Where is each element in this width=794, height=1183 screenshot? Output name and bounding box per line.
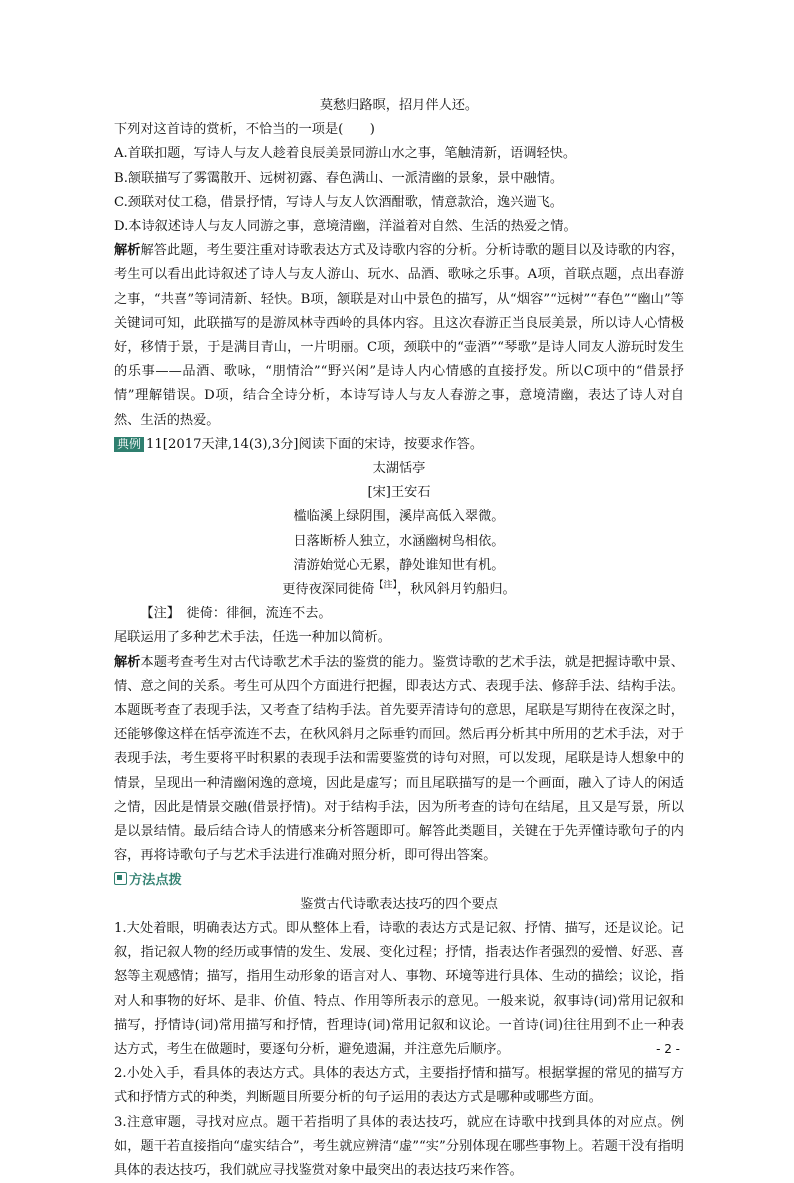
analysis-label: 解析	[114, 243, 141, 259]
method-item-2: 2.小处入手，看具体的表达方式。具体的表达方式，主要指抒情和描写。根据掌握的常见的描写方式和抒情方式的种类，判断题目所要分析的句子运用的表达方式是哪种或哪些方面。	[114, 1066, 684, 1106]
poem-title: 太湖恬亭	[372, 461, 426, 477]
example-intro: 11[2017天津,14(3),3分]阅读下面的宋诗，按要求作答。	[146, 436, 484, 452]
example-tag: 典例	[114, 437, 144, 452]
option-a: A.首联扣题，写诗人与友人趁着良辰美景同游山水之事，笔触清新，语调轻快。	[114, 146, 577, 162]
option-d: D.本诗叙述诗人与友人同游之事，意境清幽，洋溢着对自然、生活的热爱之情。	[114, 219, 577, 235]
poem-line-4b: ，秋风斜月钓船归。	[397, 582, 516, 598]
poem-line-1: 槛临溪上绿阴围，溪岸高低入翠微。	[293, 509, 505, 525]
note-ref: 【注】	[374, 580, 398, 591]
analysis-1	[114, 239, 684, 433]
example-question: 尾联运用了多种艺术手法，任选一种加以简析。	[114, 630, 391, 646]
method-icon	[114, 872, 127, 885]
poem-line-2: 日落断桥人独立，水涵幽树鸟相依。	[293, 533, 505, 549]
method-header	[114, 869, 684, 893]
method-title: 鉴赏古代诗歌表达技巧的四个要点	[300, 896, 498, 912]
page-content	[114, 94, 684, 1183]
poem-note: 【注】 徙倚：徘徊，流连不去。	[140, 606, 332, 622]
poem-line-4	[114, 578, 684, 602]
poem-author: [宋]王安石	[367, 485, 431, 501]
analysis-text: 解答此题，考生要注重对诗歌表达方式及诗歌内容的分析。分析诗歌的题目以及诗歌的内容，考生可以看出此诗叙述了诗人与友人游山、玩水、品酒、歌咏之乐事。A项，首联点题，点出春游之事，“共喜”等词清新、轻快。B项，颔联是对山中景色的描写，从“烟容”“远树”“春色”“幽山”等关键词可知，此联描写的是游凤林寺西岭的具体内容。且这次春游正当良辰美景，所以诗人心情极好，移情于景，于是满目青山，一片明丽。C项，颈联中的“壶酒”“琴歌”是诗人同友人游玩时发生的乐事——品酒、歌咏，“朋情洽”“野兴闲”是诗人内心情感的直接抒发。所以C项中的“借景抒情”理解错误。D项，结合全诗分析，本诗写诗人与友人春游之事，意境清幽，表达了诗人对自然、生活的热爱。	[114, 243, 684, 428]
method-label: 方法点拨	[129, 872, 182, 888]
analysis-2	[114, 651, 684, 869]
poem-line-3: 清游始觉心无累，静处谁知世有机。	[293, 557, 505, 573]
page-number: - 2 -	[656, 1042, 680, 1056]
option-c: C.颈联对仗工稳，借景抒情，写诗人与友人饮酒酣歌，情意款洽，逸兴遄飞。	[114, 194, 563, 210]
poem-last-line: 莫愁归路暝，招月伴人还。	[319, 98, 479, 113]
method-item-1: 1.大处着眼，明确表达方式。即从整体上看，诗歌的表达方式是记叙、抒情、描写，还是议论。记叙，指记叙人物的经历或事情的发生、发展、变化过程；抒情，指表达作者强烈的爱憎、好恶、喜怒等主观感情；描写，指用生动形象的语言对人、事物、环境等进行具体、生动的描绘；议论，指对人和事物的好坏、是非、价值、特点、作用等所表示的意见。一般来说，叙事诗(词)常用记叙和描写，抒情诗(词)常用描写和抒情，哲理诗(词)常用记叙和议论。一首诗(词)往往用到不止一种表达方式，考生在做题时，要逐句分析，避免遗漏，并注意先后顺序。	[114, 920, 684, 1057]
method-item-3: 3.注意审题，寻找对应点。题干若指明了具体的表达技巧，就应在诗歌中找到具体的对应点。例如，题干若直接指向“虚实结合”，考生就应辨清“虚”“实”分别体现在哪些事物上。若题干没有指明具体的表达技巧，我们就应寻找鉴赏对象中最突出的表达技巧来作答。	[114, 1114, 684, 1178]
analysis-text-2: 本题考查考生对古代诗歌艺术手法的鉴赏的能力。鉴赏诗歌的艺术手法，就是把握诗歌中景、情、意之间的关系。考生可从四个方面进行把握，即表达方式、表现手法、修辞手法、结构手法。本题既考查了表现手法，又考查了结构手法。首先要弄清诗句的意思，尾联是写期待在夜深之时，还能够像这样在恬亭流连不去，在秋风斜月之际垂钓而回。然后再分析其中所用的艺术手法，对于表现手法，考生要将平时积累的表现手法和需要鉴赏的诗句对照，可以发现，尾联是诗人想象中的情景，呈现出一种清幽闲逸的意境，因此是虚写；而且尾联描写的是一个画面，融入了诗人的闲适之情，因此是情景交融(借景抒情)。对于结构手法，因为所考查的诗句在结尾，且又是写景，所以是以景结情。最后结合诗人的情感来分析答题即可。解答此类题目，关键在于先弄懂诗歌句子的内容，再将诗歌句子与艺术手法进行准确对照分析，即可得出答案。	[114, 654, 684, 864]
analysis-label-2: 解析	[114, 654, 141, 670]
poem-line-4a: 更待夜深同徙倚	[282, 582, 375, 598]
example-intro-line	[114, 433, 684, 457]
option-b: B.颔联描写了雾霭散开、远树初露、春色满山、一派清幽的景象，景中融情。	[114, 170, 564, 186]
question-stem: 下列对这首诗的赏析，不恰当的一项是( )	[114, 122, 375, 138]
